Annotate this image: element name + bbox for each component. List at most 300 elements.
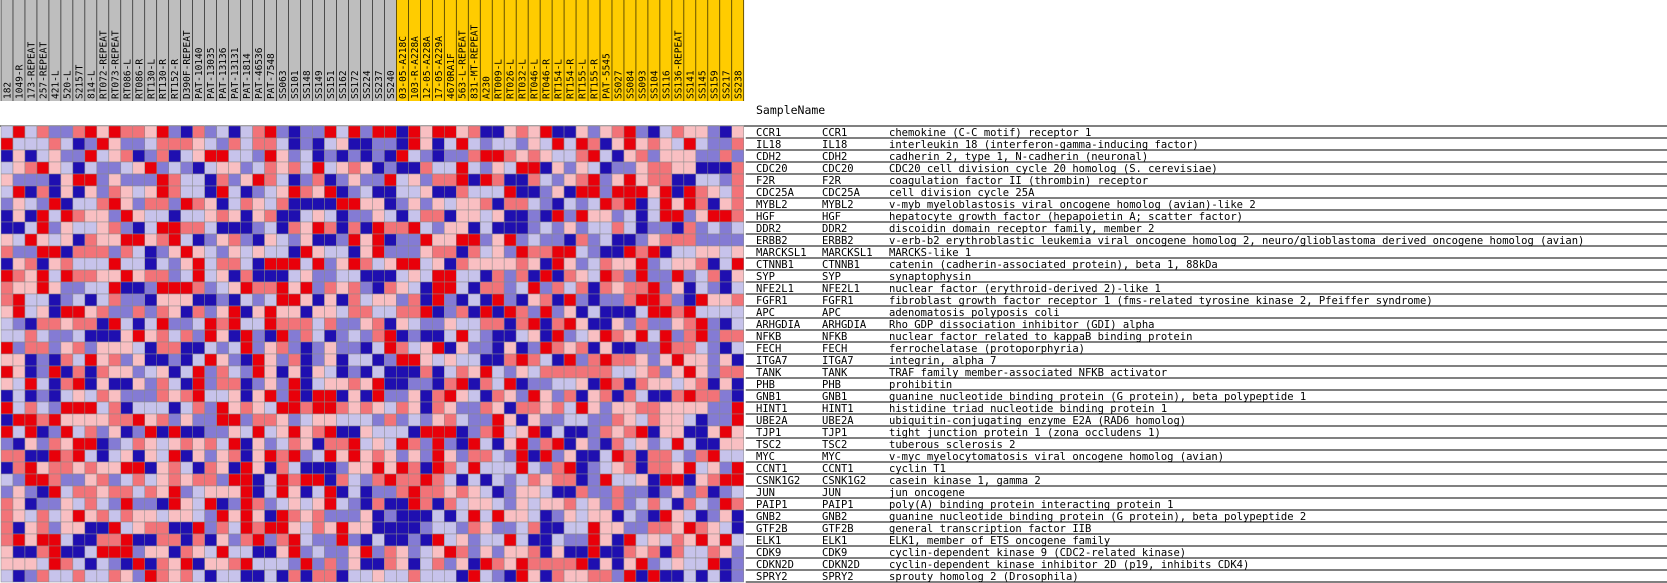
heatmap-cell: [372, 342, 384, 354]
heatmap-cell: [324, 534, 336, 546]
heatmap-cell: [253, 510, 265, 522]
heatmap-cell: [157, 522, 169, 534]
heatmap-cell: [301, 426, 313, 438]
heatmap-cell: [289, 330, 301, 342]
heatmap-cell: [624, 510, 636, 522]
heatmap-cell: [624, 246, 636, 258]
heatmap-cell: [396, 138, 408, 150]
heatmap-cell: [612, 366, 624, 378]
heatmap-cell: [121, 498, 133, 510]
heatmap-cell: [1, 246, 13, 258]
heatmap-cell: [157, 258, 169, 270]
heatmap-cell: [109, 522, 121, 534]
heatmap-cell: [540, 150, 552, 162]
row-gene: PAIP1: [822, 499, 854, 511]
heatmap-cell: [217, 498, 229, 510]
heatmap-cell: [241, 318, 253, 330]
heatmap-cell: [49, 162, 61, 174]
heatmap-cell: [217, 162, 229, 174]
heatmap-cell: [564, 150, 576, 162]
heatmap-cell: [49, 270, 61, 282]
heatmap-cell: [277, 570, 289, 582]
heatmap-cell: [480, 174, 492, 186]
heatmap-cell: [504, 174, 516, 186]
heatmap-cell: [85, 306, 97, 318]
heatmap-cell: [660, 474, 672, 486]
heatmap-cell: [720, 510, 732, 522]
heatmap-cell: [528, 150, 540, 162]
heatmap-cell: [504, 258, 516, 270]
heatmap-cell: [336, 378, 348, 390]
heatmap-cell: [672, 306, 684, 318]
heatmap-cell: [145, 522, 157, 534]
heatmap-cell: [420, 258, 432, 270]
heatmap-cell: [564, 462, 576, 474]
heatmap-cell: [229, 354, 241, 366]
heatmap-cell: [492, 174, 504, 186]
heatmap-cell: [648, 246, 660, 258]
heatmap-cell: [145, 306, 157, 318]
heatmap-cell: [229, 198, 241, 210]
heatmap-cell: [408, 138, 420, 150]
heatmap-cell: [384, 414, 396, 426]
heatmap-cell: [456, 162, 468, 174]
heatmap-cell: [61, 210, 73, 222]
heatmap-cell: [13, 330, 25, 342]
heatmap-cell: [1, 546, 13, 558]
heatmap-cell: [1, 438, 13, 450]
heatmap-cell: [336, 270, 348, 282]
heatmap-cell: [492, 222, 504, 234]
heatmap-cell: [181, 270, 193, 282]
heatmap-cell: [600, 558, 612, 570]
heatmap-cell: [193, 258, 205, 270]
heatmap-cell: [492, 546, 504, 558]
heatmap-cell: [193, 150, 205, 162]
heatmap-cell: [732, 558, 744, 570]
heatmap-cell: [564, 558, 576, 570]
heatmap-cell: [37, 210, 49, 222]
heatmap-cell: [324, 486, 336, 498]
heatmap-cell: [229, 378, 241, 390]
heatmap-cell: [265, 354, 277, 366]
heatmap-cell: [241, 366, 253, 378]
heatmap-cell: [336, 198, 348, 210]
heatmap-cell: [205, 402, 217, 414]
heatmap-cell: [624, 234, 636, 246]
heatmap-cell: [468, 462, 480, 474]
heatmap-cell: [672, 150, 684, 162]
heatmap-cell: [468, 186, 480, 198]
heatmap-cell: [528, 510, 540, 522]
heatmap-cell: [336, 150, 348, 162]
heatmap-cell: [648, 282, 660, 294]
heatmap-cell: [85, 570, 97, 582]
heatmap-cell: [672, 558, 684, 570]
heatmap-cell: [37, 354, 49, 366]
heatmap-cell: [121, 570, 133, 582]
heatmap-cell: [25, 474, 37, 486]
heatmap-cell: [696, 222, 708, 234]
heatmap-cell: [480, 342, 492, 354]
heatmap-cell: [169, 342, 181, 354]
heatmap-cell: [732, 234, 744, 246]
row-symbol: MYC: [756, 451, 775, 463]
heatmap-cell: [324, 330, 336, 342]
heatmap-cell: [85, 150, 97, 162]
heatmap-cell: [324, 234, 336, 246]
heatmap-cell: [576, 198, 588, 210]
heatmap-cell: [624, 342, 636, 354]
heatmap-cell: [696, 390, 708, 402]
heatmap-cell: [588, 270, 600, 282]
heatmap-cell: [696, 246, 708, 258]
heatmap-cell: [720, 366, 732, 378]
heatmap-cell: [648, 510, 660, 522]
heatmap-cell: [492, 306, 504, 318]
heatmap-cell: [49, 342, 61, 354]
heatmap-cell: [97, 366, 109, 378]
heatmap-cell: [468, 438, 480, 450]
heatmap-cell: [336, 162, 348, 174]
heatmap-cell: [37, 378, 49, 390]
heatmap-cell: [396, 354, 408, 366]
heatmap-cell: [528, 402, 540, 414]
heatmap-cell: [360, 354, 372, 366]
heatmap-cell: [217, 402, 229, 414]
heatmap-cell: [157, 450, 169, 462]
heatmap-cell: [193, 438, 205, 450]
heatmap-cell: [372, 570, 384, 582]
heatmap-cell: [564, 474, 576, 486]
heatmap-cell: [600, 330, 612, 342]
heatmap-cell: [684, 486, 696, 498]
row-symbol: DDR2: [756, 223, 782, 235]
row-gene: CDK9: [822, 547, 848, 559]
heatmap-cell: [408, 402, 420, 414]
heatmap-cell: [265, 570, 277, 582]
column-label: 831-MT-REPEAT: [469, 24, 481, 99]
heatmap-cell: [612, 318, 624, 330]
heatmap-cell: [648, 402, 660, 414]
heatmap-cell: [73, 354, 85, 366]
heatmap-cell: [576, 210, 588, 222]
heatmap-cell: [157, 414, 169, 426]
heatmap-cell: [25, 558, 37, 570]
row-symbol: ERBB2: [756, 235, 788, 247]
row-gene: HINT1: [822, 403, 854, 415]
column-label: RT026-L: [505, 58, 517, 99]
heatmap-cell: [696, 162, 708, 174]
heatmap-cell: [1, 222, 13, 234]
heatmap-cell: [552, 498, 564, 510]
heatmap-cell: [468, 162, 480, 174]
heatmap-cell: [217, 198, 229, 210]
heatmap-cell: [181, 186, 193, 198]
heatmap-cell: [289, 462, 301, 474]
heatmap-cell: [312, 174, 324, 186]
heatmap-cell: [672, 486, 684, 498]
heatmap-cell: [600, 294, 612, 306]
heatmap-cell: [468, 198, 480, 210]
column-label: SS162: [337, 70, 349, 99]
heatmap-cell: [720, 318, 732, 330]
heatmap-cell: [49, 378, 61, 390]
heatmap-cell: [277, 318, 289, 330]
heatmap-cell: [253, 150, 265, 162]
heatmap-cell: [684, 366, 696, 378]
row-symbol: CDC20: [756, 163, 788, 175]
heatmap-cell: [612, 282, 624, 294]
heatmap-cell: [133, 270, 145, 282]
heatmap-cell: [109, 126, 121, 138]
heatmap-cell: [193, 558, 205, 570]
heatmap-cell: [648, 342, 660, 354]
row-gene: IL18: [822, 139, 848, 151]
heatmap-cell: [145, 546, 157, 558]
heatmap-cell: [312, 366, 324, 378]
heatmap-cell: [61, 510, 73, 522]
heatmap-cell: [360, 318, 372, 330]
heatmap-cell: [612, 498, 624, 510]
heatmap-cell: [504, 498, 516, 510]
heatmap-cell: [600, 234, 612, 246]
heatmap-cell: [684, 510, 696, 522]
heatmap-cell: [229, 258, 241, 270]
heatmap-cell: [109, 438, 121, 450]
heatmap-cell: [576, 150, 588, 162]
heatmap-cell: [277, 450, 289, 462]
heatmap-cell: [552, 534, 564, 546]
heatmap-cell: [588, 378, 600, 390]
heatmap-cell: [289, 522, 301, 534]
heatmap-cell: [336, 486, 348, 498]
heatmap-cell: [360, 126, 372, 138]
heatmap-cell: [588, 330, 600, 342]
heatmap-cell: [73, 462, 85, 474]
heatmap-cell: [396, 438, 408, 450]
heatmap-cell: [552, 210, 564, 222]
heatmap-cell: [624, 462, 636, 474]
heatmap-cell: [193, 186, 205, 198]
heatmap-cell: [696, 234, 708, 246]
heatmap-cell: [301, 138, 313, 150]
heatmap-cell: [229, 330, 241, 342]
heatmap-cell: [372, 486, 384, 498]
heatmap-cell: [145, 498, 157, 510]
heatmap-cell: [696, 378, 708, 390]
heatmap-cell: [61, 354, 73, 366]
heatmap-cell: [133, 138, 145, 150]
heatmap-cell: [396, 426, 408, 438]
heatmap-cell: [336, 222, 348, 234]
heatmap-cell: [492, 474, 504, 486]
heatmap-cell: [1, 330, 13, 342]
heatmap-cell: [336, 138, 348, 150]
heatmap-cell: [588, 486, 600, 498]
heatmap-cell: [289, 558, 301, 570]
heatmap-cell: [169, 474, 181, 486]
heatmap-cell: [61, 150, 73, 162]
heatmap-cell: [648, 570, 660, 582]
heatmap-cell: [660, 402, 672, 414]
heatmap-cell: [696, 462, 708, 474]
heatmap-cell: [576, 138, 588, 150]
heatmap-cell: [49, 414, 61, 426]
heatmap-cell: [265, 366, 277, 378]
heatmap-cell: [85, 510, 97, 522]
heatmap-cell: [49, 546, 61, 558]
heatmap-cell: [636, 222, 648, 234]
heatmap-cell: [241, 522, 253, 534]
heatmap-cell: [145, 150, 157, 162]
heatmap-cell: [336, 306, 348, 318]
heatmap-cell: [193, 522, 205, 534]
heatmap-cell: [384, 318, 396, 330]
heatmap-cell: [49, 138, 61, 150]
heatmap-cell: [97, 222, 109, 234]
row-symbol: NFE2L1: [756, 283, 794, 295]
heatmap-cell: [516, 270, 528, 282]
heatmap-cell: [588, 498, 600, 510]
heatmap-cell: [696, 306, 708, 318]
heatmap-cell: [432, 510, 444, 522]
heatmap-cell: [468, 558, 480, 570]
heatmap-cell: [157, 162, 169, 174]
heatmap-cell: [312, 522, 324, 534]
row-symbol: ITGA7: [756, 355, 788, 367]
heatmap-cell: [348, 426, 360, 438]
heatmap-cell: [624, 378, 636, 390]
heatmap-cell: [85, 426, 97, 438]
heatmap-cell: [408, 510, 420, 522]
row-description: discoidin domain receptor family, member 2: [889, 223, 1155, 235]
heatmap-cell: [97, 294, 109, 306]
heatmap-cell: [396, 510, 408, 522]
heatmap-cell: [456, 558, 468, 570]
heatmap-cell: [720, 462, 732, 474]
heatmap-cell: [372, 498, 384, 510]
heatmap-cell: [109, 570, 121, 582]
heatmap-cell: [600, 546, 612, 558]
heatmap-cell: [600, 414, 612, 426]
heatmap-cell: [73, 222, 85, 234]
heatmap-cell: [672, 546, 684, 558]
heatmap-cell: [660, 438, 672, 450]
heatmap-cell: [181, 138, 193, 150]
heatmap-cell: [73, 126, 85, 138]
heatmap-cell: [61, 390, 73, 402]
heatmap-cell: [121, 462, 133, 474]
heatmap-cell: [588, 402, 600, 414]
heatmap-cell: [576, 534, 588, 546]
heatmap-cell: [648, 150, 660, 162]
heatmap-cell: [193, 546, 205, 558]
heatmap-cell: [552, 330, 564, 342]
heatmap-cell: [324, 510, 336, 522]
heatmap-cell: [265, 402, 277, 414]
heatmap-cell: [552, 186, 564, 198]
heatmap-cell: [169, 330, 181, 342]
heatmap-cell: [277, 258, 289, 270]
heatmap-cell: [588, 414, 600, 426]
heatmap-cell: [720, 498, 732, 510]
heatmap-cell: [708, 378, 720, 390]
heatmap-cell: [336, 462, 348, 474]
heatmap-cell: [708, 222, 720, 234]
heatmap-cell: [708, 258, 720, 270]
heatmap-cell: [13, 378, 25, 390]
heatmap-cell: [37, 174, 49, 186]
heatmap-cell: [432, 450, 444, 462]
heatmap-cell: [277, 330, 289, 342]
heatmap-cell: [528, 354, 540, 366]
row-gene: ARHGDIA: [822, 319, 867, 331]
heatmap-cell: [552, 450, 564, 462]
column-label: SS217: [721, 70, 733, 99]
heatmap-cell: [720, 246, 732, 258]
heatmap-cell: [660, 570, 672, 582]
heatmap-cell: [636, 138, 648, 150]
heatmap-cell: [528, 186, 540, 198]
heatmap-cell: [444, 126, 456, 138]
heatmap-cell: [348, 294, 360, 306]
heatmap-cell: [708, 150, 720, 162]
heatmap-cell: [552, 318, 564, 330]
heatmap-cell: [576, 474, 588, 486]
heatmap-cell: [600, 174, 612, 186]
heatmap-cell: [229, 234, 241, 246]
heatmap-cell: [564, 522, 576, 534]
heatmap-cell: [109, 450, 121, 462]
heatmap-cell: [660, 390, 672, 402]
heatmap-cell: [648, 138, 660, 150]
heatmap-cell: [708, 474, 720, 486]
heatmap-cell: [444, 210, 456, 222]
heatmap-cell: [25, 570, 37, 582]
heatmap-cell: [384, 426, 396, 438]
heatmap-cell: [157, 570, 169, 582]
heatmap-cell: [564, 138, 576, 150]
row-gene: DDR2: [822, 223, 848, 235]
heatmap-cell: [169, 558, 181, 570]
heatmap-cell: [1, 318, 13, 330]
heatmap-cell: [564, 450, 576, 462]
heatmap-cell: [384, 210, 396, 222]
heatmap-cell: [265, 438, 277, 450]
heatmap-cell: [301, 330, 313, 342]
heatmap-cell: [193, 510, 205, 522]
heatmap-cell: [85, 390, 97, 402]
heatmap-cell: [85, 234, 97, 246]
row-symbol: PAIP1: [756, 499, 788, 511]
heatmap-cell: [720, 474, 732, 486]
heatmap-cell: [396, 294, 408, 306]
heatmap-cell: [396, 318, 408, 330]
heatmap-cell: [396, 366, 408, 378]
heatmap-cell: [121, 414, 133, 426]
heatmap-cell: [253, 162, 265, 174]
heatmap-cell: [217, 570, 229, 582]
heatmap-cell: [732, 306, 744, 318]
heatmap-cell: [217, 510, 229, 522]
heatmap-cell: [516, 486, 528, 498]
heatmap-cell: [1, 126, 13, 138]
heatmap-cell: [504, 510, 516, 522]
heatmap-cell: [396, 414, 408, 426]
heatmap-cell: [492, 486, 504, 498]
heatmap-cell: [564, 486, 576, 498]
